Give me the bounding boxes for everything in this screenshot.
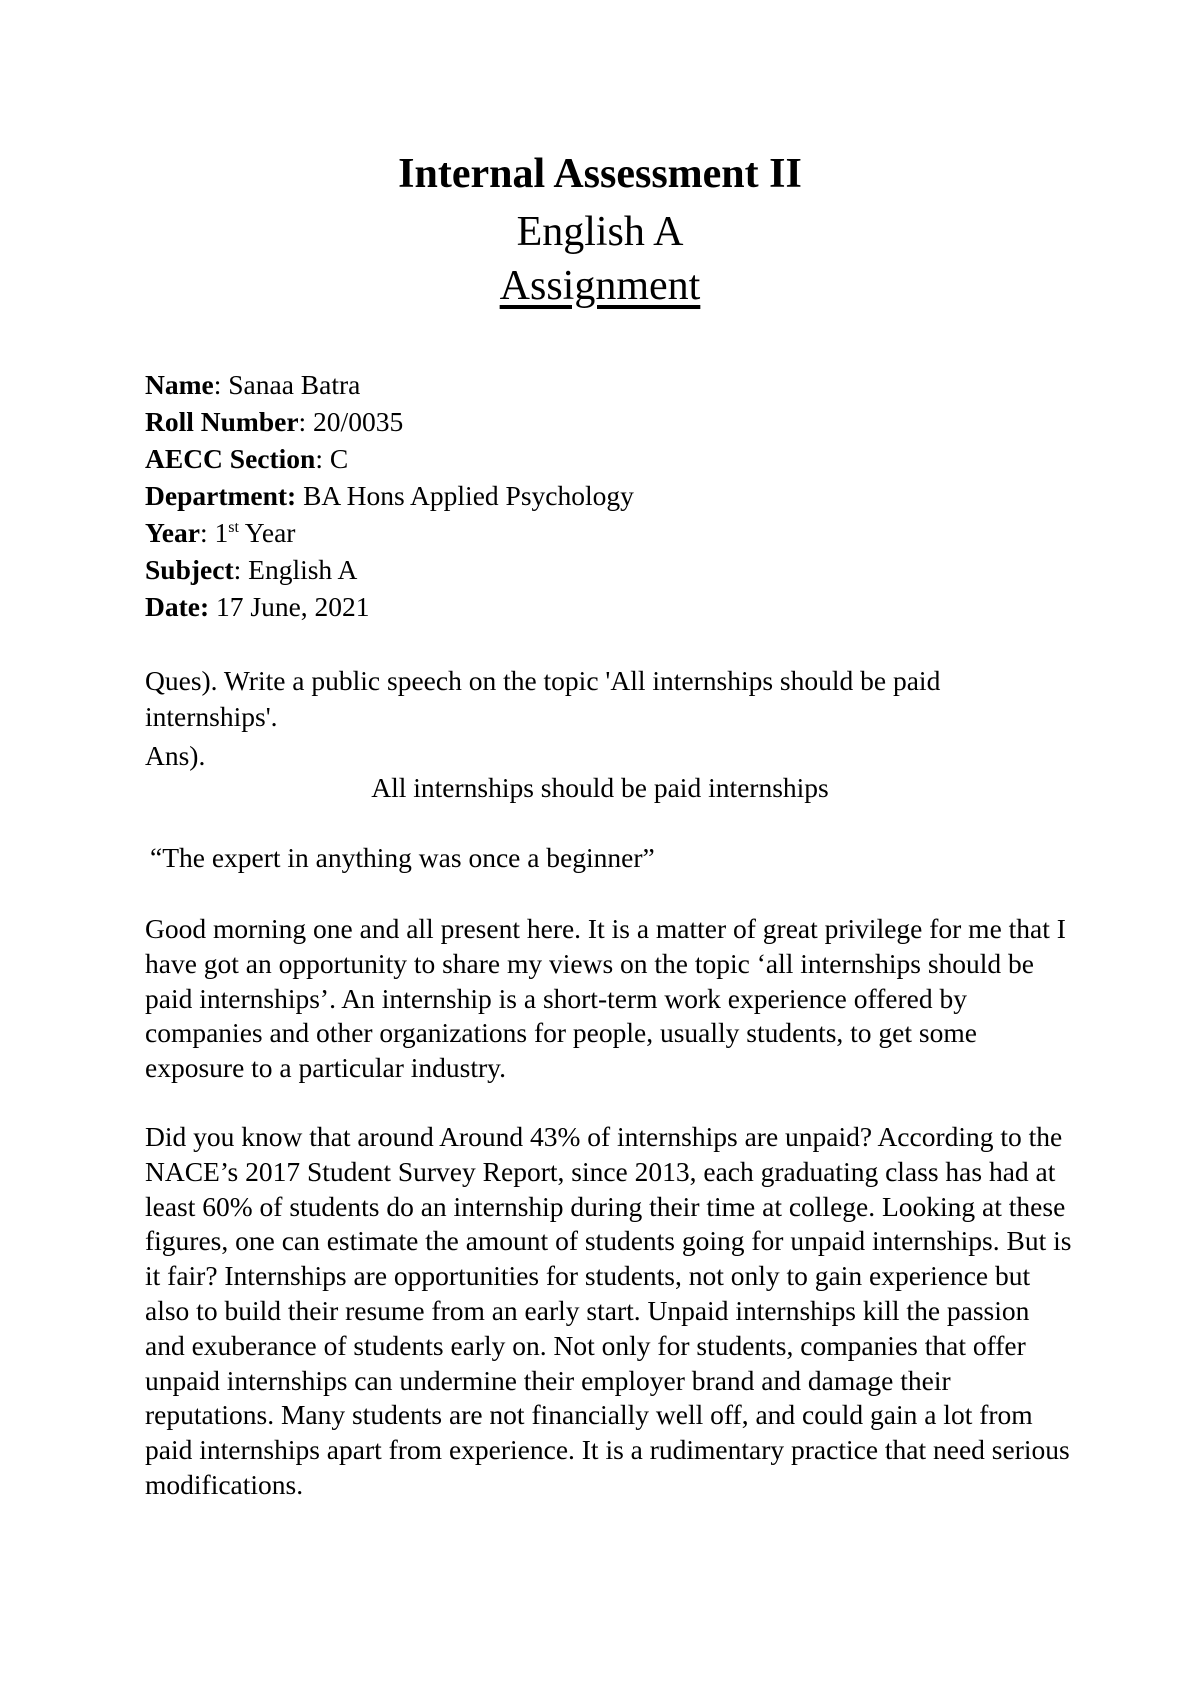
date-label: Date: <box>145 591 210 622</box>
year-value-suffix: Year <box>238 517 296 548</box>
student-info-block <box>145 366 1075 625</box>
roll-number-label: Roll Number <box>145 406 299 437</box>
subject-label: Subject <box>145 554 234 585</box>
name-value: : Sanaa Batra <box>213 369 361 400</box>
document-type-heading: Assignment <box>499 263 701 309</box>
date-row <box>145 588 1075 625</box>
document-subject-heading: English A <box>516 209 684 255</box>
year-value-prefix: : 1 <box>199 517 229 548</box>
speech-title: All internships should be paid internships <box>371 772 829 803</box>
name-row <box>145 366 1075 403</box>
speech-paragraph-1: Good morning one and all present here. It is a matter of great privilege for me that I have got an opportunity to share my views on the topic ‘all internships should be paid internships’. An internship is a short-term work experience offered by companies and other organizations for people, usually students, to get some exposure to a particular industry. <box>145 913 1066 1084</box>
subject-row <box>145 551 1075 588</box>
speech-quote: “The expert in anything was once a beginner” <box>150 842 655 873</box>
speech-paragraph-2: Did you know that around Around 43% of internships are unpaid? According to the NACE’s 2017 Student Survey Report, since 2013, each graduating class has had at least 60% of students do an internship during their time at college. Looking at these figures, one can estimate the amount of students going for unpaid internships. But is it fair? Internships are opportunities for students, not only to gain experience but also to build their resume from an early start. Unpaid internships kill the passion and exuberance of students early on. Not only for students, companies that offer unpaid internships can undermine their employer brand and damage their reputations. Many students are not financially well off, and could gain a lot from paid internships apart from experience. It is a rudimentary practice that need serious modifications. <box>145 1121 1072 1500</box>
roll-number-value: : 20/0035 <box>298 406 404 437</box>
answer-label: Ans). <box>145 740 206 771</box>
department-row <box>145 477 1075 514</box>
date-value: 17 June, 2021 <box>209 591 370 622</box>
roll-number-row <box>145 403 1075 440</box>
section-value: : C <box>315 443 349 474</box>
subject-value: : English A <box>233 554 358 585</box>
question-text: Ques). Write a public speech on the topic 'All internships should be paid internships'. <box>145 665 941 732</box>
year-value-superscript: st <box>228 518 239 536</box>
section-label: AECC Section <box>145 443 316 474</box>
year-row <box>145 514 1075 551</box>
name-label: Name <box>145 369 214 400</box>
department-label: Department: <box>145 480 297 511</box>
document-title: Internal Assessment II <box>398 151 802 197</box>
year-label: Year <box>145 517 200 548</box>
department-value: BA Hons Applied Psychology <box>296 480 634 511</box>
section-row <box>145 440 1075 477</box>
